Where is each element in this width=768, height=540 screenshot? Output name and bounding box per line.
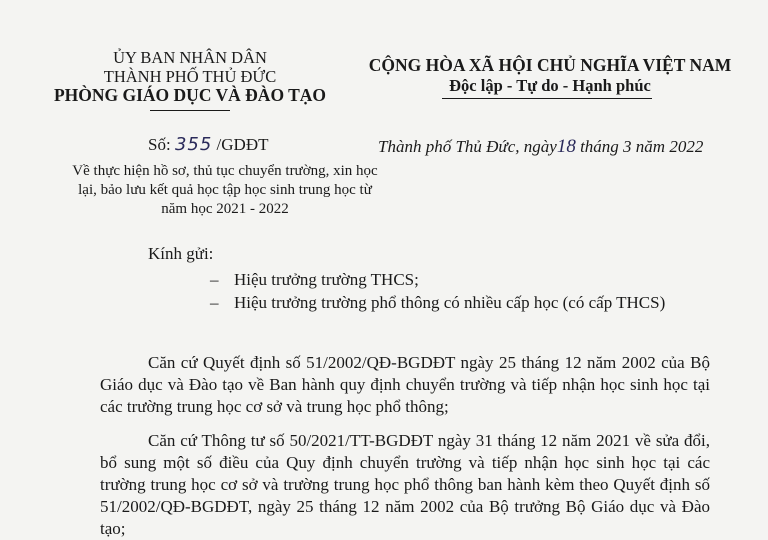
document-number-prefix: Số:	[148, 135, 171, 154]
agency-underline	[150, 110, 230, 111]
issuing-agency-header	[40, 48, 340, 105]
recipient-text: Hiệu trưởng trường phổ thông có nhiều cấp học (có cấp THCS)	[234, 293, 666, 312]
paragraph-text: Căn cứ Thông tư số 50/2021/TT-BGDĐT ngày 31 tháng 12 năm 2021 về sửa đổi, bổ sung một số điều của Quy định chuyển trường và tiếp nhận học sinh học tại các trường trung học cơ sở và trường trung học phổ thông ban hành kèm theo Quyết định số 51/2002/QĐ-BGDĐT, ngày 25 tháng 12 năm 2002 của Bộ trưởng Bộ Giáo dục và Đào tạo;	[100, 431, 710, 538]
body-paragraph	[100, 352, 710, 418]
paragraph-text: Căn cứ Quyết định số 51/2002/QĐ-BGDĐT ngày 25 tháng 12 năm 2002 của Bộ Giáo dục và Đào tạo về Ban hành quy định chuyển trường và tiếp nhận học sinh học tại các trường trung học cơ sở và trung học phổ thông;	[100, 353, 710, 416]
document-number	[148, 134, 269, 155]
body-paragraph	[100, 430, 710, 540]
date-day: 18	[556, 136, 576, 157]
document-number-suffix: /GDĐT	[216, 135, 269, 154]
recipient-item	[210, 270, 419, 290]
date-prefix: Thành phố Thủ Đức, ngày	[378, 137, 557, 156]
agency-line-2: THÀNH PHỐ THỦ ĐỨC	[103, 67, 277, 86]
recipient-item	[210, 293, 665, 313]
recipient-text: Hiệu trưởng trường THCS;	[234, 270, 419, 289]
document-number-value: 355	[174, 134, 213, 155]
date-suffix: tháng 3 năm 2022	[580, 137, 704, 156]
agency-line-1: ỦY BAN NHÂN DÂN	[113, 48, 267, 67]
agency-line-3: PHÒNG GIÁO DỤC VÀ ĐÀO TẠO	[53, 85, 327, 105]
greeting: Kính gửi:	[148, 244, 214, 263]
document-subject: Về thực hiện hồ sơ, thủ tục chuyển trường, xin học lại, bảo lưu kết quả học tập học sinh trung học từ năm học 2021 - 2022	[72, 163, 378, 217]
motto-underline	[442, 98, 652, 99]
recipient-dash: –	[210, 293, 219, 312]
national-motto: Độc lập - Tự do - Hạnh phúc	[449, 76, 651, 95]
national-title: CỘNG HÒA XÃ HỘI CHỦ NGHĨA VIỆT NAM	[368, 55, 732, 75]
national-header	[355, 54, 745, 96]
recipient-dash: –	[210, 270, 219, 289]
date-line	[378, 136, 703, 158]
